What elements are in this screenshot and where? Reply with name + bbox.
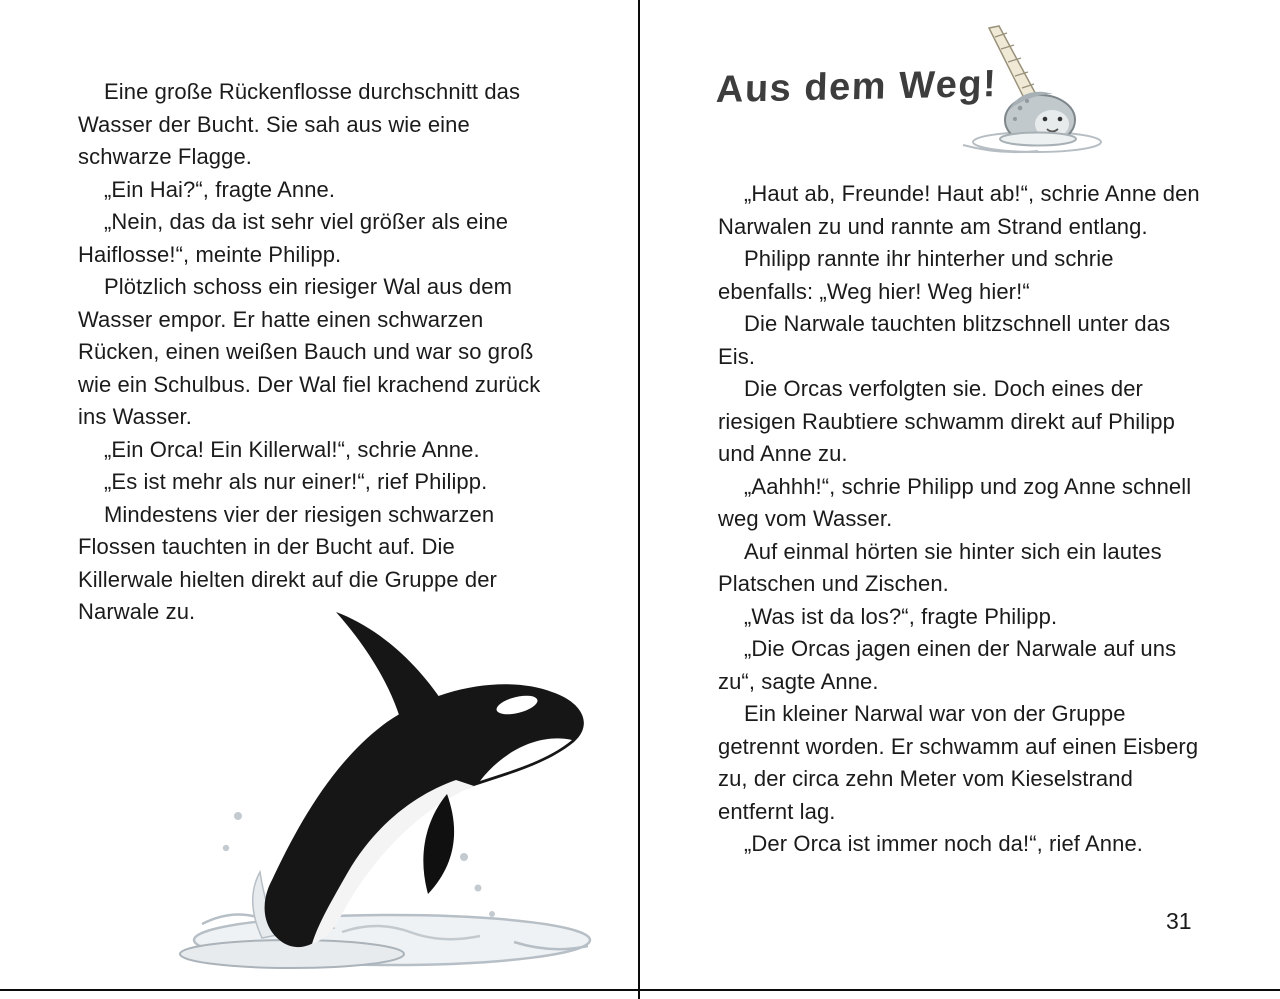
narwhal-in-water-illustration (935, 24, 1117, 160)
paragraph: Ein kleiner Narwal war von der Gruppe getrennt worden. Er schwamm auf einen Eisberg zu, der circa zehn Meter vom Kieselstrand entfernt lag. (718, 701, 1199, 824)
paragraph: „Nein, das da ist sehr viel größer als eine Haiflosse!“, meinte Philipp. (78, 209, 509, 267)
page-number: 31 (1166, 908, 1192, 934)
paragraph: Philipp rannte ihr hinterher und schrie ebenfalls: „Weg hier! Weg hier!“ (718, 246, 1114, 304)
orca-breaching-illustration (142, 602, 620, 982)
page-divider (638, 0, 640, 999)
paragraph: „Ein Orca! Ein Killerwal!“, schrie Anne. (104, 436, 480, 462)
paragraph: „Ein Hai?“, fragte Anne. (104, 176, 336, 202)
paragraph: „Die Orcas jagen einen der Narwale auf uns zu“, sagte Anne. (718, 636, 1177, 694)
paragraph: „Der Orca ist immer noch da!“, rief Anne. (744, 831, 1144, 856)
paragraph: Eine große Rückenflosse durchschnitt das Wasser der Bucht. Sie sah aus wie eine schwarze Flagge. (78, 79, 521, 169)
paragraph: Die Narwale tauchten blitzschnell unter das Eis. (718, 311, 1171, 369)
paragraph: „Was ist da los?“, fragte Philipp. (744, 603, 1058, 629)
paragraph: „Haut ab, Freunde! Haut ab!“, schrie Anne den Narwalen zu und rannte am Strand entlang. (718, 181, 1200, 239)
paragraph: Mindestens vier der riesigen schwarzen Flossen tauchten in der Bucht auf. Die Killerwale hielten direkt auf die Gruppe der Narwale zu. (78, 501, 497, 624)
paragraph: „Aahhh!“, schrie Philipp und zog Anne schnell weg vom Wasser. (718, 473, 1192, 531)
right-page-text (718, 178, 1202, 861)
paragraph: „Es ist mehr als nur einer!“, rief Philipp. (104, 469, 488, 494)
bottom-rule (0, 989, 1280, 991)
paragraph: Auf einmal hörten sie hinter sich ein lautes Platschen und Zischen. (718, 538, 1162, 596)
chapter-heading: Aus dem Weg! (715, 63, 998, 111)
paragraph: Plötzlich schoss ein riesiger Wal aus dem Wasser empor. Er hatte einen schwarzen Rücken, einen weißen Bauch und war so groß wie ein Schulbus. Der Wal fiel krachend zurück ins Wasser. (78, 274, 541, 429)
paragraph: Die Orcas verfolgten sie. Doch eines der riesigen Raubtiere schwamm direkt auf Philipp und Anne zu. (718, 376, 1175, 466)
left-page-text (78, 76, 548, 629)
